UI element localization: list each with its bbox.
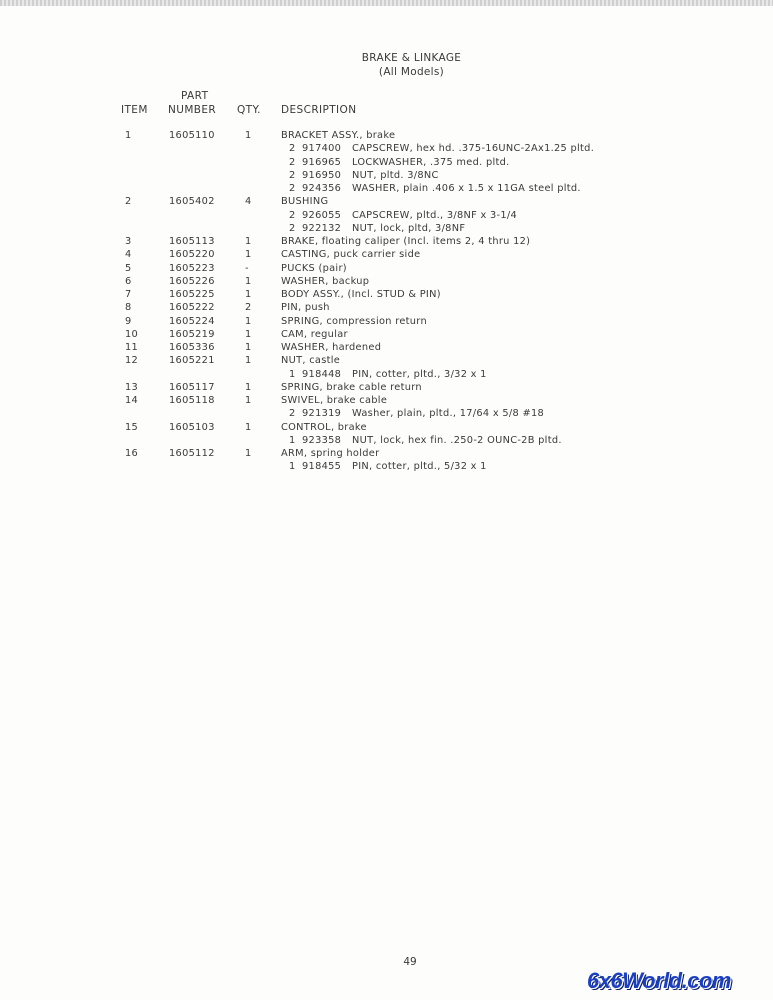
description: WASHER, backup xyxy=(281,275,370,287)
hardware-subrow xyxy=(0,369,773,382)
description: WASHER, hardened xyxy=(281,342,382,353)
hardware-subrow xyxy=(0,143,773,156)
header-item: ITEM xyxy=(121,104,148,116)
part-number: 1605117 xyxy=(169,381,215,393)
part-row xyxy=(0,342,773,355)
part-number: 1605112 xyxy=(169,448,215,459)
quantity: 1 xyxy=(245,249,252,261)
description: CASTING, puck carrier side xyxy=(281,249,421,261)
item-number: 2 xyxy=(125,196,132,208)
quantity: 1 xyxy=(245,448,252,459)
quantity: 2 xyxy=(289,156,296,168)
description: BRAKE, floating caliper (Incl. items 2, 4 thru 12) xyxy=(281,236,531,247)
part-row xyxy=(0,395,773,408)
part-number: 1605103 xyxy=(169,421,215,433)
description: NUT, pltd. 3/8NC xyxy=(352,169,439,181)
quantity: 2 xyxy=(289,408,296,420)
part-row xyxy=(0,249,773,262)
hardware-subrow xyxy=(0,408,773,421)
part-number: 1605402 xyxy=(169,196,215,208)
quantity: 1 xyxy=(245,421,252,433)
description: ARM, spring holder xyxy=(281,448,380,459)
quantity: 1 xyxy=(245,328,252,340)
part-number: 918448 xyxy=(302,368,342,380)
description: NUT, lock, hex fin. .250-2 OUNC-2B pltd. xyxy=(352,434,562,446)
part-row xyxy=(0,422,773,435)
part-number: 916965 xyxy=(302,156,342,168)
description: CAM, regular xyxy=(281,328,348,340)
part-number: 1605113 xyxy=(169,236,215,247)
description: PIN, cotter, pltd., 5/32 x 1 xyxy=(352,461,487,473)
description: NUT, castle xyxy=(281,355,341,367)
header-part-number: NUMBER xyxy=(168,104,217,116)
quantity: 1 xyxy=(289,434,296,446)
hardware-subrow xyxy=(0,170,773,183)
item-number: 9 xyxy=(125,315,132,327)
part-number: 1605219 xyxy=(169,328,215,340)
part-row xyxy=(0,289,773,302)
hardware-subrow xyxy=(0,183,773,196)
part-number: 1605225 xyxy=(169,289,215,300)
description: PUCKS (pair) xyxy=(281,262,347,274)
quantity: 1 xyxy=(245,395,252,406)
part-number: 1605336 xyxy=(169,342,215,353)
item-number: 14 xyxy=(125,395,139,406)
description: Washer, plain, pltd., 17/64 x 5/8 #18 xyxy=(352,408,545,420)
quantity: 1 xyxy=(245,315,252,327)
part-number: 918455 xyxy=(302,461,342,473)
quantity: - xyxy=(245,262,249,274)
quantity: 2 xyxy=(289,143,296,155)
quantity: 1 xyxy=(245,381,252,393)
description: PIN, cotter, pltd., 3/32 x 1 xyxy=(352,368,487,380)
item-number: 1 xyxy=(125,130,132,141)
description: SWIVEL, brake cable xyxy=(281,395,388,406)
quantity: 2 xyxy=(289,222,296,234)
description: LOCKWASHER, .375 med. pltd. xyxy=(352,156,510,168)
description: BUSHING xyxy=(281,196,329,208)
part-number: 1605224 xyxy=(169,315,215,327)
item-number: 13 xyxy=(125,381,139,393)
part-number: 921319 xyxy=(302,408,342,420)
part-number: 1605223 xyxy=(169,262,215,274)
item-number: 16 xyxy=(125,448,139,459)
quantity: 2 xyxy=(289,209,296,221)
part-row xyxy=(0,382,773,395)
description: SPRING, brake cable return xyxy=(281,381,422,393)
part-number: 922132 xyxy=(302,222,342,234)
quantity: 2 xyxy=(245,302,252,314)
quantity: 4 xyxy=(245,196,252,208)
header-part-top: PART xyxy=(181,90,209,102)
description: NUT, lock, pltd, 3/8NF xyxy=(352,222,466,234)
item-number: 10 xyxy=(125,328,139,340)
item-number: 6 xyxy=(125,275,132,287)
hardware-subrow xyxy=(0,223,773,236)
part-row xyxy=(0,236,773,249)
item-number: 12 xyxy=(125,355,139,367)
part-row xyxy=(0,263,773,276)
quantity: 1 xyxy=(245,236,252,247)
part-number: 926055 xyxy=(302,209,342,221)
description: CAPSCREW, pltd., 3/8NF x 3-1/4 xyxy=(352,209,518,221)
scan-top-border xyxy=(0,0,773,6)
part-number: 924356 xyxy=(302,183,342,194)
hardware-subrow xyxy=(0,210,773,223)
part-row xyxy=(0,329,773,342)
part-number: 1605220 xyxy=(169,249,215,261)
part-row xyxy=(0,276,773,289)
page-number: 49 xyxy=(403,956,417,968)
part-number: 1605226 xyxy=(169,275,215,287)
description: BODY ASSY., (Incl. STUD & PIN) xyxy=(281,289,441,300)
item-number: 3 xyxy=(125,236,132,247)
part-row xyxy=(0,302,773,315)
quantity: 2 xyxy=(289,183,296,194)
header-description: DESCRIPTION xyxy=(281,104,357,116)
item-number: 5 xyxy=(125,262,132,274)
description: WASHER, plain .406 x 1.5 x 11GA steel pltd. xyxy=(352,183,581,194)
part-number: 916950 xyxy=(302,169,342,181)
part-row xyxy=(0,316,773,329)
hardware-subrow xyxy=(0,435,773,448)
part-number: 917400 xyxy=(302,143,342,155)
page-title: BRAKE & LINKAGE xyxy=(361,52,462,64)
part-row xyxy=(0,196,773,209)
part-number: 1605118 xyxy=(169,395,215,406)
watermark-logo: 6x6World.com xyxy=(587,968,731,993)
quantity: 1 xyxy=(245,355,252,367)
quantity: 1 xyxy=(245,275,252,287)
item-number: 11 xyxy=(125,342,139,353)
part-number: 923358 xyxy=(302,434,342,446)
item-number: 8 xyxy=(125,302,132,314)
part-number: 1605221 xyxy=(169,355,215,367)
part-number: 1605222 xyxy=(169,302,215,314)
quantity: 1 xyxy=(289,368,296,380)
description: CONTROL, brake xyxy=(281,421,367,433)
hardware-subrow xyxy=(0,157,773,170)
header-qty: QTY. xyxy=(237,104,261,116)
item-number: 4 xyxy=(125,249,132,261)
item-number: 15 xyxy=(125,421,139,433)
part-number: 1605110 xyxy=(169,130,215,141)
description: CAPSCREW, hex hd. .375-16UNC-2Ax1.25 pltd. xyxy=(352,143,595,155)
description: BRACKET ASSY., brake xyxy=(281,130,396,141)
part-row xyxy=(0,130,773,143)
quantity: 1 xyxy=(245,342,252,353)
hardware-subrow xyxy=(0,461,773,474)
item-number: 7 xyxy=(125,289,132,300)
quantity: 2 xyxy=(289,169,296,181)
description: PIN, push xyxy=(281,302,330,314)
page-subtitle: (All Models) xyxy=(378,66,445,78)
part-row xyxy=(0,448,773,461)
part-row xyxy=(0,355,773,368)
quantity: 1 xyxy=(245,130,252,141)
quantity: 1 xyxy=(245,289,252,300)
quantity: 1 xyxy=(289,461,296,473)
description: SPRING, compression return xyxy=(281,315,427,327)
